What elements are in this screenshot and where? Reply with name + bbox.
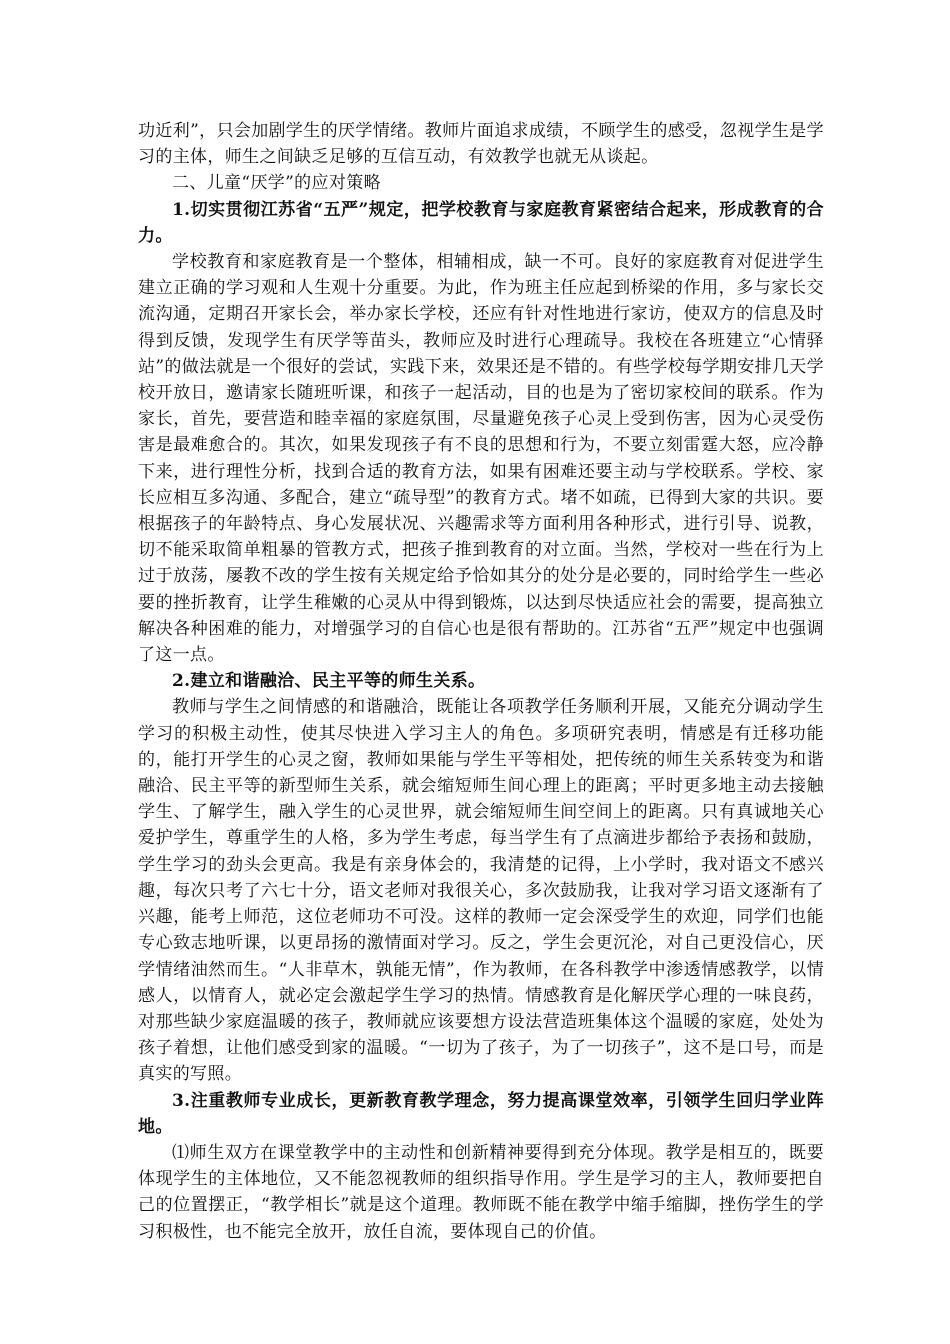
subheading-1: 1.切实贯彻江苏省“五严”规定，把学校教育与家庭教育紧密结合起来，形成教育的合力。 [138, 199, 824, 246]
subheading-2: 2.建立和谐融洽、民主平等的师生关系。 [172, 671, 486, 692]
paragraph-classroom: ⑴师生双方在课堂教学中的主动性和创新精神要得到充分体现。教学是相互的，既要体现学生的主体地位，又不能忽视教师的组织指导作用。学生是学习的主人，教师要把自己的位置摆正，“教学相长”就是这个道理。教师既不能在教学中缩手缩脚，挫伤学生的学习积极性，也不能完全放开，放任自流，要体现自己的价值。 [138, 1142, 824, 1242]
subheading-3: 3.注重教师专业成长，更新教育教学理念，努力提高课堂效率，引领学生回归学业阵地。 [138, 1090, 824, 1137]
paragraph-home-school: 学校教育和家庭教育是一个整体，相辅相成，缺一不可。良好的家庭教育对促进学生建立正确的学习观和人生观十分重要。为此，作为班主任应起到桥梁的作用，多与家长交流沟通，定期召开家长会，举办家长学校，还应有针对性地进行家访，使双方的信息及时得到反馈，发现学生有厌学等苗头，教师应及时进行心理疏导。我校在各班建立“心情驿站”的做法就是一个很好的尝试，实践下来，效果还是不错的。有些学校每学期安排几天学校开放日，邀请家长随班听课，和孩子一起活动，目的也是为了密切家校间的联系。作为家长，首先，要营造和睦幸福的家庭氛围，尽量避免孩子心灵上受到伤害，因为心灵受伤害是最难愈合的。其次，如果发现孩子有不良的思想和行为，不要立刻雷霆大怒，应冷静下来，进行理性分析，找到合适的教育方法，如果有困难还要主动与学校联系。学校、家长应相互多沟通、多配合，建立“疏导型”的教育方式。堵不如疏，已得到大家的共识。要根据孩子的年龄特点、身心发展状况、兴趣需求等方面利用各种形式，进行引导、说教，切不能采取简单粗暴的管教方式，把孩子推到教育的对立面。当然，学校对一些在行为上过于放荡，屡教不改的学生按有关规定给予恰如其分的处分是必要的，同时给学生一些必要的挫折教育，让学生稚嫩的心灵从中得到锻炼，以达到尽快适应社会的需要，提高独立解决各种困难的能力，对增强学习的自信心也是很有帮助的。江苏省“五严”规定中也强调了这一点。 [138, 252, 824, 666]
section-heading-strategies: 二、儿童“厌学”的应对策略 [172, 173, 381, 194]
paragraph-teacher-student: 教师与学生之间情感的和谐融洽，既能让各项教学任务顺利开展，又能充分调动学生学习的积极主动性，使其尽快进入学习主人的角色。多项研究表明，情感是有迁移功能的，能打开学生的心灵之窗，教师如果能与学生平等相处，把传统的师生关系转变为和谐融洽、民主平等的新型师生关系，就会缩短师生间心理上的距离；平时更多地主动去接触学生、了解学生，融入学生的心灵世界，就会缩短师生间空间上的距离。只有真诚地关心爱护学生，尊重学生的人格，多为学生考虑，每当学生有了点滴进步都给予表扬和鼓励，学生学习的劲头会更高。我是有亲身体会的，我清楚的记得，上小学时，我对语文不感兴趣，每次只考了六七十分，语文老师对我很关心，多次鼓励我，让我对学习语文逐渐有了兴趣，能考上师范，这位老师功不可没。这样的教师一定会深受学生的欢迎，同学们也能专心致志地听课，以更昂扬的激情面对学习。反之，学生会更沉沦，对自己更没信心，厌学情绪油然而生。“人非草木，孰能无情”，作为教师，在各科教学中渗透情感教学，以情感人，以情育人，就必定会激起学生学习的热情。情感教育是化解厌学心理的一味良药，对那些缺少家庭温暖的孩子，教师就应该要想方设法营造班集体这个温暖的家庭，处处为孩子着想，让他们感受到家的温暖。“一切为了孩子，为了一切孩子”，这不是口号，而是真实的写照。 [138, 697, 824, 1085]
document-body [138, 118, 824, 1245]
paragraph-continuation: 功近利”，只会加剧学生的厌学情绪。教师片面追求成绩，不顾学生的感受，忽视学生是学习的主体，师生之间缺乏足够的互信互动，有效教学也就无从谈起。 [138, 121, 824, 168]
